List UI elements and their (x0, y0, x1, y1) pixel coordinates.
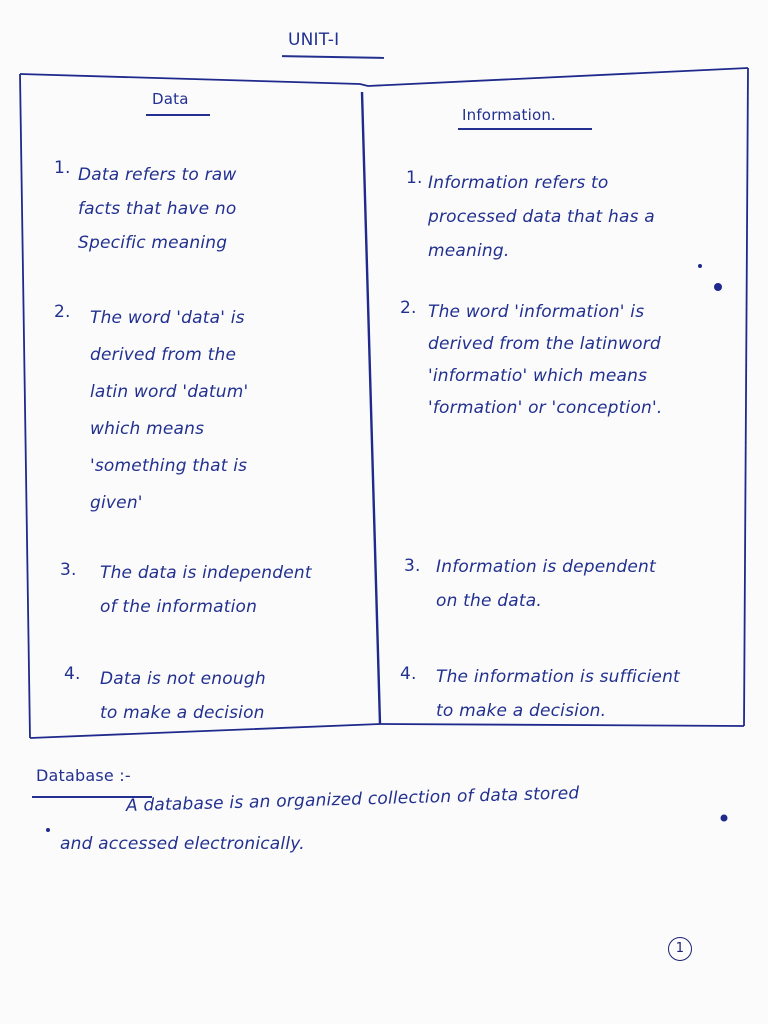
right-point-number: 2. (400, 298, 417, 318)
ink-dot (46, 828, 50, 832)
right-point-number: 1. (406, 168, 423, 188)
database-definition-line: and accessed electronically. (60, 834, 305, 854)
database-definition-line: A database is an organized collection of data stored (125, 783, 580, 816)
column-header-underline (146, 114, 210, 116)
column-header-data: Data (152, 90, 189, 108)
right-point-text: The information is sufficient to make a decision. (436, 667, 680, 721)
page-number: 1 (668, 937, 692, 961)
ink-dot (721, 815, 728, 822)
left-point-number: 4. (64, 664, 81, 684)
title-underline (282, 55, 384, 59)
database-heading: Database :- (36, 766, 131, 785)
right-point-number: 3. (404, 556, 421, 576)
left-point-text: Data refers to raw facts that have no Specific meaning (78, 165, 237, 253)
left-point-number: 3. (60, 560, 77, 580)
table-middle-divider (362, 92, 380, 724)
left-point-text: Data is not enough to make a decision (100, 669, 266, 723)
table-top-border (20, 68, 748, 86)
column-header-information: Information. (462, 106, 556, 124)
left-point-number: 1. (54, 158, 71, 178)
left-point-number: 2. (54, 302, 71, 322)
right-point-text: The word 'information' is derived from the latinword 'informatio' which means 'formation' or 'conception'. (428, 302, 663, 418)
right-point-number: 4. (400, 664, 417, 684)
right-point-text: Information is dependent on the data. (436, 557, 656, 611)
table-right-border (744, 68, 748, 726)
column-header-underline (458, 128, 592, 130)
left-point-text: The word 'data' is derived from the latin word 'datum' which means 'something that is given' (90, 308, 249, 513)
left-point-text: The data is independent of the information (100, 563, 312, 617)
page-title: UNIT-I (288, 30, 340, 50)
ink-dot (714, 283, 722, 291)
table-left-border (20, 74, 30, 738)
right-point-text: Information refers to processed data that has a meaning. (428, 173, 655, 261)
